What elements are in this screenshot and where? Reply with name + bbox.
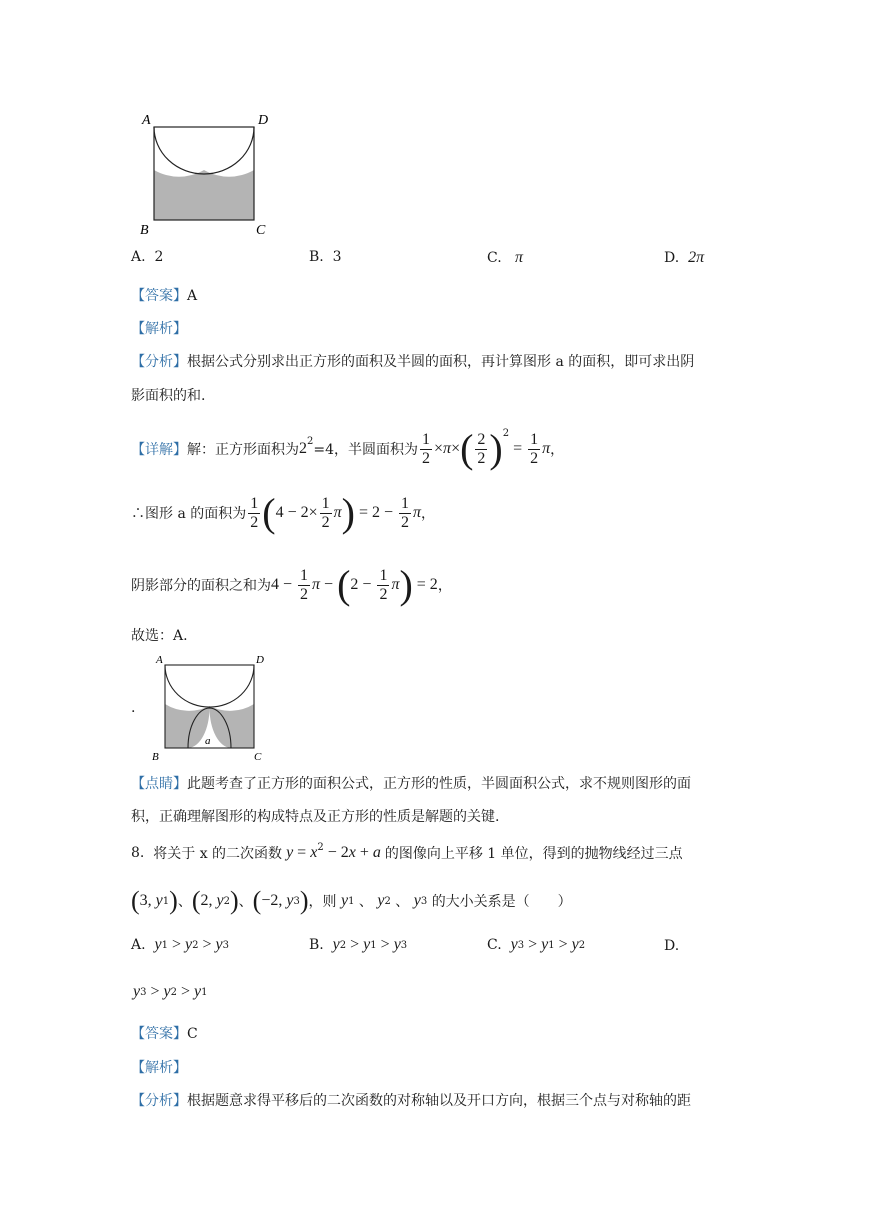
q7-area-a-line: ∴图形 a 的面积为 $\frac{1}{2}$ ( 4 − 2× $\frac{1}{2}$ π ) = 2 − $\frac{1}{2}$ π ， <box>131 490 436 535</box>
q8-line2: ( 3, y 1 ) 、 ( 2, y 2 ) 、 ( −2, y 3 ) ，则 y 1 、 y 2 、 y 3 的大小关系是（ ） <box>131 886 572 915</box>
label2-b: B <box>152 751 159 763</box>
q7-option-b: B. 3 <box>309 249 342 265</box>
q8-option-c: C. y 3 > y 1 > y 2 <box>487 936 586 953</box>
q7-answer: 【答案】A <box>131 288 198 304</box>
q8-option-a: A. y 1 > y 2 > y 3 <box>131 936 229 953</box>
q7-detail-line: 【详解】 解：正方形面积为 2 $^2$ =4，半圆面积为 $\frac{1}{2}$ × π × ( $\frac{2}{2}$ ) $^2$ = $\frac{1}{2}$ π ， <box>131 426 565 471</box>
q7-option-c: C. π <box>487 249 524 266</box>
q8-analysis-tag: 【解析】 <box>131 1060 187 1076</box>
q8-fenxi-line1: 【分析】根据题意求得平移后的二次函数的对称轴以及开口方向，根据三个点与对称轴的距 <box>131 1093 691 1109</box>
q8-answer: 【答案】C <box>131 1026 198 1042</box>
label-a: A <box>142 113 151 128</box>
label2-mid: a <box>205 735 211 747</box>
q7-option-d: D. 2π <box>664 249 705 266</box>
q7-shadow-sum-line: 阴影部分的面积之和为 4 − $\frac{1}{2}$ π − ( 2 − $\frac{1}{2}$ π ) = 2 ， <box>131 562 452 607</box>
q7-option-a: A. 2 <box>131 249 164 265</box>
q8-line1: 8. 将关于 x 的二次函数 y = x $^2$ − 2 x + a 的图像向上平移 1 单位，得到的抛物线经过三点 <box>131 841 683 862</box>
q8-option-b: B. y 2 > y 1 > y 3 <box>309 936 408 953</box>
label-b: B <box>140 223 149 238</box>
label2-d: D <box>256 654 264 666</box>
label2-a: A <box>156 654 163 666</box>
q8-option-d: y 3 > y 2 > y 1 <box>133 983 208 1000</box>
q7-fenxi-line2: 影面积的和. <box>131 388 206 404</box>
q8-option-d-letter: D. <box>664 938 680 954</box>
q7-dianjing-line2: 积，正确理解图形的构成特点及正方形的性质是解题的关键. <box>131 809 500 825</box>
q7-analysis-tag: 【解析】 <box>131 321 187 337</box>
figure-square-semicircles <box>136 110 286 240</box>
label2-c: C <box>254 751 262 763</box>
label-d: D <box>258 113 269 128</box>
q7-fenxi-line1: 【分析】根据公式分别求出正方形的面积及半圆的面积，再计算图形 a 的面积，即可求出阴 <box>131 354 695 370</box>
q7-dianjing-line1: 【点睛】此题考查了正方形的面积公式，正方形的性质，半圆面积公式，求不规则图形的面 <box>131 776 691 792</box>
figure2-dot: . <box>131 700 136 716</box>
label-c: C <box>256 223 266 238</box>
q7-choose: 故选：A. <box>131 628 188 644</box>
figure-square-semicircles-labeled <box>150 652 275 764</box>
